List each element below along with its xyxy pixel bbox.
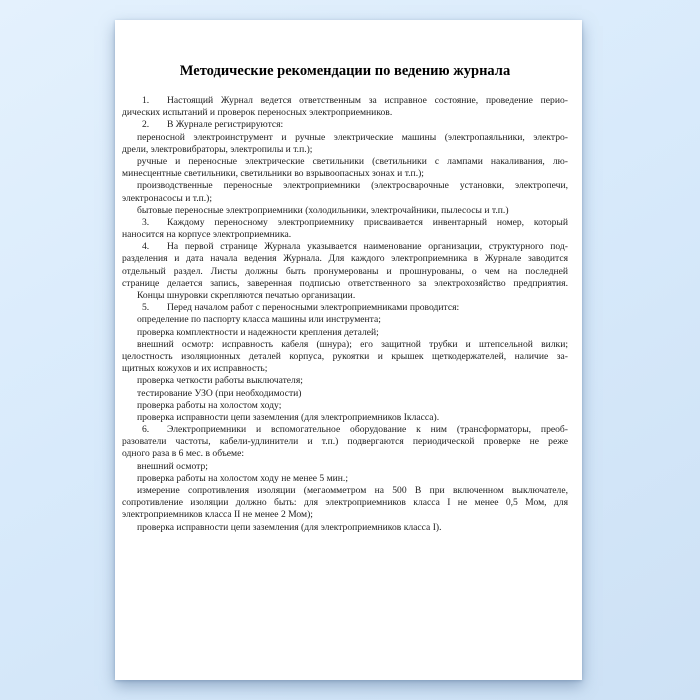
- document-line: [122, 473, 568, 485]
- document-line: [122, 95, 568, 107]
- document-line: [122, 119, 568, 131]
- document-line: [122, 302, 568, 314]
- line-text: проверка исправности цепи заземления (для электроприемников Iкласса).: [137, 411, 440, 423]
- document-line: [122, 522, 568, 534]
- line-text: На первой странице Журнала указывается наименование организации, структурного под-: [167, 241, 568, 253]
- list-number: 2.: [142, 119, 150, 131]
- line-text: измерение сопротивления изоляции (мегаомметром на 500 В при включенном выключателе,: [137, 485, 568, 496]
- document-line: [122, 351, 568, 363]
- line-text: внешний осмотр: исправность кабеля (шнура); его защитной трубки и штепсельной вилки;: [137, 338, 568, 350]
- document-line: [122, 339, 568, 351]
- line-text: дических испытаний и проверок переносных электроприемников.: [122, 107, 393, 119]
- line-text: проверка работы на холостом ходу не менее 5 мин.;: [137, 472, 348, 484]
- document-line: [122, 229, 568, 241]
- list-number: 4.: [142, 241, 150, 253]
- document-title: Методические рекомендации по ведению журнала: [179, 63, 511, 79]
- line-text: производственные переносные электроприемники (электросварочные установки, электропечи,: [137, 180, 568, 192]
- line-text: тестирование УЗО (при необходимости): [137, 387, 302, 399]
- document-line: [122, 509, 568, 521]
- line-text: ручные и переносные электрические светильники (светильники с лампами накаливания, лю-: [137, 155, 568, 167]
- line-text: Концы шнуровки скрепляются печатью организации.: [137, 290, 356, 301]
- line-text: определение по паспорту класса машины или инструмента;: [137, 314, 381, 326]
- document-line: [122, 436, 568, 448]
- document-line: [122, 314, 568, 326]
- line-text: электроприемников класса II не менее 2 Мом);: [122, 509, 313, 521]
- document-line: [122, 107, 568, 119]
- line-text: одного раза в 6 мес. в объеме:: [122, 448, 245, 460]
- list-number: 3.: [142, 216, 150, 228]
- line-text: электронасосы и т.п.);: [122, 192, 213, 204]
- document-line: [122, 485, 568, 497]
- document-line: [122, 497, 568, 509]
- line-text: щитных кожухов и их исправность;: [122, 363, 268, 375]
- line-text: бытовые переносные электроприемники (холодильники, электрочайники, пылесосы и т.п.): [137, 204, 509, 216]
- line-text: отдельный раздел. Листы должны быть пронумерованы и прошнурованы, о чем на последней: [122, 265, 568, 277]
- document-line: [122, 278, 568, 290]
- document-line: [122, 241, 568, 253]
- line-text: дрели, электровибраторы, электропилы и т.п.);: [122, 143, 313, 155]
- list-number: 1.: [142, 95, 150, 106]
- line-text: внешний осмотр;: [137, 460, 208, 472]
- document-line: [122, 180, 568, 192]
- document-line: [122, 168, 568, 180]
- document-line: [122, 205, 568, 217]
- line-text: целостность изоляционных деталей корпуса, рукоятки и крышек щеткодержателей, наличие за-: [122, 350, 568, 362]
- document-line: [122, 327, 568, 339]
- line-text: проверка исправности цепи заземления (для электроприемников класса I).: [137, 521, 442, 533]
- list-number: 5.: [142, 302, 150, 314]
- line-text: Электроприемники и вспомогательное оборудование к ним (трансформаторы, преоб-: [167, 424, 568, 436]
- document-page: [115, 20, 582, 680]
- list-number: 6.: [142, 424, 150, 436]
- line-text: разделения и дата начала ведения Журнала. Для каждого электроприемника в Журнале заводится: [122, 253, 568, 265]
- line-text: проверка работы на холостом ходу;: [137, 399, 282, 411]
- document-line: [122, 144, 568, 156]
- document-line: [122, 290, 568, 302]
- document-line: [122, 424, 568, 436]
- line-text: переносной электроинструмент и ручные электрические машины (электропаяльники, электро-: [137, 131, 568, 143]
- line-text: минесцентные светильники, светильники во взрывоопасных зонах и т.п.);: [122, 168, 424, 180]
- document-line: [122, 412, 568, 424]
- document-line: [122, 266, 568, 278]
- document-line: [122, 193, 568, 205]
- line-text: Перед началом работ с переносными электроприемниками проводится:: [167, 302, 460, 314]
- line-text: разователи частоты, кабели-удлинители и т.п.) подвергаются периодической проверке не реже: [122, 436, 568, 448]
- document-line: [122, 388, 568, 400]
- line-text: странице делается запись, заверенная подписью ответственного за электрохозяйство предприятия.: [122, 277, 568, 289]
- document-line: [122, 217, 568, 229]
- line-text: Настоящий Журнал ведется ответственным за исправное состояние, проведение перио-: [167, 95, 568, 106]
- document-line: [122, 156, 568, 168]
- line-text: проверка четкости работы выключателя;: [137, 375, 303, 387]
- line-text: проверка комплектности и надежности крепления деталей;: [137, 326, 379, 338]
- document-line: [122, 363, 568, 375]
- document-line: [122, 461, 568, 473]
- line-text: сопротивление изоляции должно быть: для электроприемников класса I не менее 0,5 Мом, для: [122, 497, 568, 509]
- document-line: [122, 400, 568, 412]
- document-body: [122, 95, 568, 534]
- document-line: [122, 448, 568, 460]
- document-line: [122, 253, 568, 265]
- line-text: В Журнале регистрируются:: [167, 119, 284, 131]
- document-line: [122, 375, 568, 387]
- line-text: наносится на корпусе электроприемника.: [122, 229, 292, 241]
- document-line: [122, 132, 568, 144]
- line-text: Каждому переносному электроприемнику присваивается инвентарный номер, который: [167, 216, 568, 228]
